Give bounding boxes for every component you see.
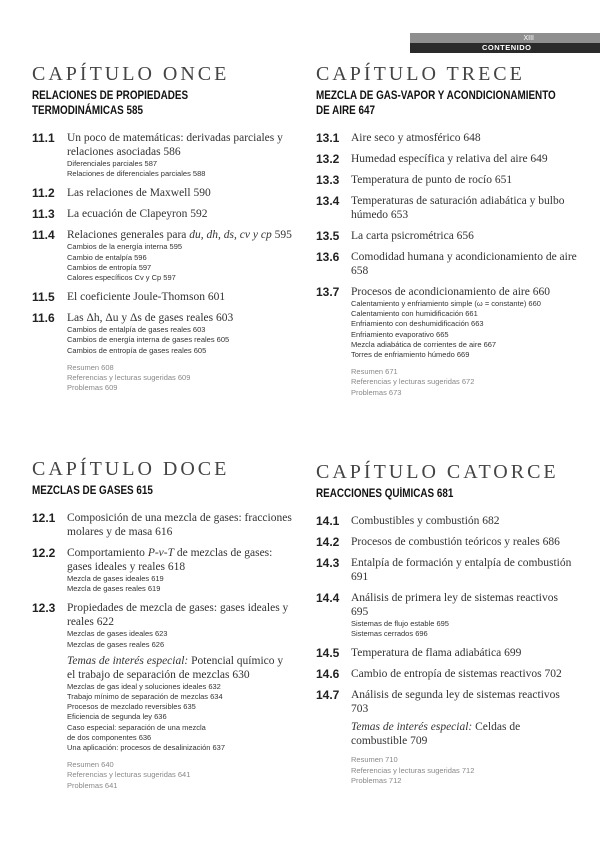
toc-entry <box>316 131 578 145</box>
chapter-subtitle <box>316 89 577 119</box>
section-title: La ecuación de Clapeyron 592 <box>67 208 208 221</box>
section-number: 13.6 <box>316 250 340 264</box>
section-number: 11.2 <box>32 186 55 201</box>
chapter-title: CAPÍTULO CATORCE <box>316 461 559 483</box>
section-title: Propiedades de mezcla de gases: gases ideales y reales 622 <box>67 602 289 629</box>
chapter-end-matter <box>32 363 294 394</box>
section-title: Análisis de primera ley de sistemas reactivos 695 <box>351 592 558 618</box>
section-number: 12.2 <box>32 546 56 560</box>
section-title: Las Δh, Δu y Δs de gases reales 603 <box>67 312 234 325</box>
subsection: Cambios de entalpía de gases reales 603 <box>67 325 206 335</box>
references-link: Referencias y lecturas sugeridas 641 <box>67 770 191 780</box>
subsection: Cambios de la energía interna 595 <box>67 242 183 252</box>
section-number: 14.6 <box>316 667 340 682</box>
section-number: 11.1 <box>32 131 55 145</box>
section-number: 11.5 <box>32 290 55 305</box>
subtitle-line: REACCIONES QUÍMICAS 681 <box>316 488 454 500</box>
toc-entry <box>316 535 578 549</box>
section-title: Aire seco y atmosférico 648 <box>351 132 481 144</box>
section-number: 14.7 <box>316 688 340 703</box>
subtitle-line: DE AIRE 647 <box>316 105 376 117</box>
title-text: Relaciones generales para <box>67 229 190 242</box>
subsection: Trabajo mínimo de separación de mezclas 634 <box>67 692 223 702</box>
section-number: 13.1 <box>316 131 340 145</box>
problems-link: Problemas 712 <box>351 775 402 785</box>
subsection: de dos componentes 636 <box>67 732 152 742</box>
summary-link: Resumen 608 <box>67 362 114 372</box>
subsection: Mezclas de gases ideales 623 <box>67 629 168 639</box>
toc-entry <box>316 556 578 584</box>
subtitle-line: TERMODINÁMICAS 585 <box>32 105 144 117</box>
chapter-subtitle <box>316 487 577 502</box>
section-title: Las relaciones de Maxwell 590 <box>67 187 211 200</box>
chapter-end-matter <box>316 755 578 786</box>
section-title: Combustibles y combustión 682 <box>351 515 500 527</box>
toc-entry <box>316 194 578 222</box>
references-link: Referencias y lecturas sugeridas 712 <box>351 765 475 775</box>
chapter-end-matter <box>32 760 294 791</box>
toc-entry <box>32 290 294 304</box>
chapter-subtitle <box>32 89 293 119</box>
subtitle-line: MEZCLAS DE GASES 615 <box>32 485 153 497</box>
problems-link: Problemas 673 <box>351 387 402 397</box>
subsection: Diferenciales parciales 587 <box>67 159 158 168</box>
chapter-subtitle <box>32 484 293 499</box>
toc-entry <box>316 229 578 243</box>
subsection: Relaciones de diferenciales parciales 588 <box>67 169 206 179</box>
subsection: Sistemas cerrados 696 <box>351 629 428 639</box>
section-number: 14.5 <box>316 646 340 661</box>
section-title: Procesos de combustión teóricos y reales 686 <box>351 536 560 548</box>
toc-entry <box>316 250 578 278</box>
section-title: Un poco de matemáticas: derivadas parciales y relaciones asociadas 586 <box>67 132 283 158</box>
subtitle-line: RELACIONES DE PROPIEDADES <box>32 90 189 102</box>
chapter-title: CAPÍTULO ONCE <box>32 63 230 85</box>
toc-entry <box>316 173 578 187</box>
section-number: 13.7 <box>316 285 340 299</box>
section-number: 11.4 <box>32 228 55 243</box>
chapter-12-section <box>32 458 294 791</box>
subsection: Procesos de mezclado reversibles 635 <box>67 702 196 712</box>
section-number: 12.1 <box>32 511 56 525</box>
title-page: 595 <box>271 229 292 242</box>
section-title: Comodidad humana y acondicionamiento de aire 658 <box>351 251 577 277</box>
chapter-14-section <box>316 461 578 786</box>
subsection: Caso especial: separación de una mezcla <box>67 722 206 732</box>
special-topic <box>351 720 578 748</box>
subsection: Calentamiento con humidificación 661 <box>351 309 478 319</box>
subsection: Mezclas de gases reales 626 <box>67 639 165 649</box>
subsection: Mezcla de gases reales 619 <box>67 584 161 594</box>
section-title: Temperaturas de saturación adiabática y bulbo húmedo 653 <box>351 195 565 221</box>
toc-entry <box>316 667 578 681</box>
chapter-11-section <box>32 63 294 393</box>
subsection: Calentamiento y enfriamiento simple (ω = constante) 660 <box>351 299 541 308</box>
problems-link: Problemas 641 <box>67 780 118 790</box>
toc-entry <box>316 646 578 660</box>
subsection: Mezcla adiabática de corrientes de aire 667 <box>351 339 497 349</box>
subtitle-line: MEZCLA DE GAS-VAPOR Y ACONDICIONAMIENTO <box>316 90 556 102</box>
references-link: Referencias y lecturas sugeridas 609 <box>67 373 191 383</box>
title-math: du, dh, ds, cv y cp <box>189 229 272 242</box>
toc-entry <box>32 601 294 753</box>
subsection: Torres de enfriamiento húmedo 669 <box>351 350 470 360</box>
section-number: 13.4 <box>316 194 340 208</box>
section-title: Procesos de acondicionamiento de aire 660 <box>351 286 550 298</box>
subsection: Cambio de entalpía 596 <box>67 252 147 262</box>
section-title: El coeficiente Joule-Thomson 601 <box>67 291 226 304</box>
section-number: 11.3 <box>32 207 55 222</box>
summary-link: Resumen 671 <box>351 367 398 377</box>
title-math: P-v-T <box>147 547 174 559</box>
toc-entry <box>32 228 294 283</box>
running-title: CONTENIDO <box>410 43 600 53</box>
section-number: 13.3 <box>316 173 340 187</box>
section-title: Humedad específica y relativa del aire 649 <box>351 153 548 165</box>
section-title: Temperatura de punto de rocío 651 <box>351 174 513 186</box>
chapter-title: CAPÍTULO DOCE <box>32 458 230 480</box>
section-number: 14.2 <box>316 535 340 549</box>
chapter-title: CAPÍTULO TRECE <box>316 63 525 85</box>
subsection: Una aplicación: procesos de desalinización 637 <box>67 743 226 753</box>
toc-entry <box>32 131 294 179</box>
toc-entry <box>32 311 294 356</box>
section-title: La carta psicrométrica 656 <box>351 230 474 242</box>
section-title <box>67 546 294 574</box>
toc-entry <box>316 688 578 748</box>
toc-entry <box>316 514 578 528</box>
subsection: Cambios de entropía de gases reales 605 <box>67 345 207 355</box>
toc-entry <box>316 591 578 639</box>
subsection: Eficiencia de segunda ley 636 <box>67 712 167 722</box>
toc-entry <box>316 285 578 360</box>
page-number: XIII <box>410 33 600 43</box>
toc-entry <box>32 546 294 594</box>
section-number: 12.3 <box>32 601 56 616</box>
section-title: Temperatura de flama adiabática 699 <box>351 647 522 660</box>
toc-entry <box>316 152 578 166</box>
section-title <box>67 228 294 242</box>
title-text: Comportamiento <box>67 547 148 559</box>
subsection: Mezclas de gas ideal y soluciones ideales 632 <box>67 681 221 691</box>
running-header <box>410 33 600 53</box>
section-title: Entalpía de formación y entalpía de combustión 691 <box>351 557 572 583</box>
problems-link: Problemas 609 <box>67 383 118 393</box>
section-title: Cambio de entropía de sistemas reactivos 702 <box>351 668 562 681</box>
subsection: Sistemas de flujo estable 695 <box>351 619 449 628</box>
title-rest: de mezclas de gases: gases ideales y reales 618 <box>67 547 273 573</box>
section-title: Composición de una mezcla de gases: fracciones molares y de masa 616 <box>67 512 292 538</box>
subsection: Cambios de energía interna de gases reales 605 <box>67 335 230 345</box>
special-topic-label: Temas de interés especial: <box>351 721 473 734</box>
subsection: Enfriamiento evaporativo 665 <box>351 329 449 339</box>
subsection: Enfriamiento con deshumidificación 663 <box>351 319 484 329</box>
section-number: 13.5 <box>316 229 340 243</box>
section-number: 13.2 <box>316 152 340 166</box>
subsection: Cambios de entropía 597 <box>67 262 152 272</box>
chapter-end-matter <box>316 367 578 398</box>
subsection: Calores específicos Cv y Cp 597 <box>67 273 176 283</box>
toc-entry <box>32 207 294 221</box>
section-number: 11.6 <box>32 311 55 326</box>
special-topic <box>67 654 294 682</box>
section-number: 14.4 <box>316 591 340 605</box>
special-topic-text: Potencial químico y el trabajo de separación de mezclas 630 <box>67 654 284 681</box>
chapter-13-section <box>316 63 578 398</box>
special-topic-label: Temas de interés especial: <box>67 654 189 667</box>
toc-entry <box>32 511 294 539</box>
subsection: Mezcla de gases ideales 619 <box>67 574 164 583</box>
toc-entry <box>32 186 294 200</box>
section-number: 14.3 <box>316 556 340 570</box>
references-link: Referencias y lecturas sugeridas 672 <box>351 377 475 387</box>
section-title: Análisis de segunda ley de sistemas reactivos 703 <box>351 689 560 716</box>
summary-link: Resumen 710 <box>351 755 398 765</box>
section-number: 14.1 <box>316 514 340 528</box>
summary-link: Resumen 640 <box>67 760 114 770</box>
special-topic-text: Celdas de combustible 709 <box>351 721 521 748</box>
